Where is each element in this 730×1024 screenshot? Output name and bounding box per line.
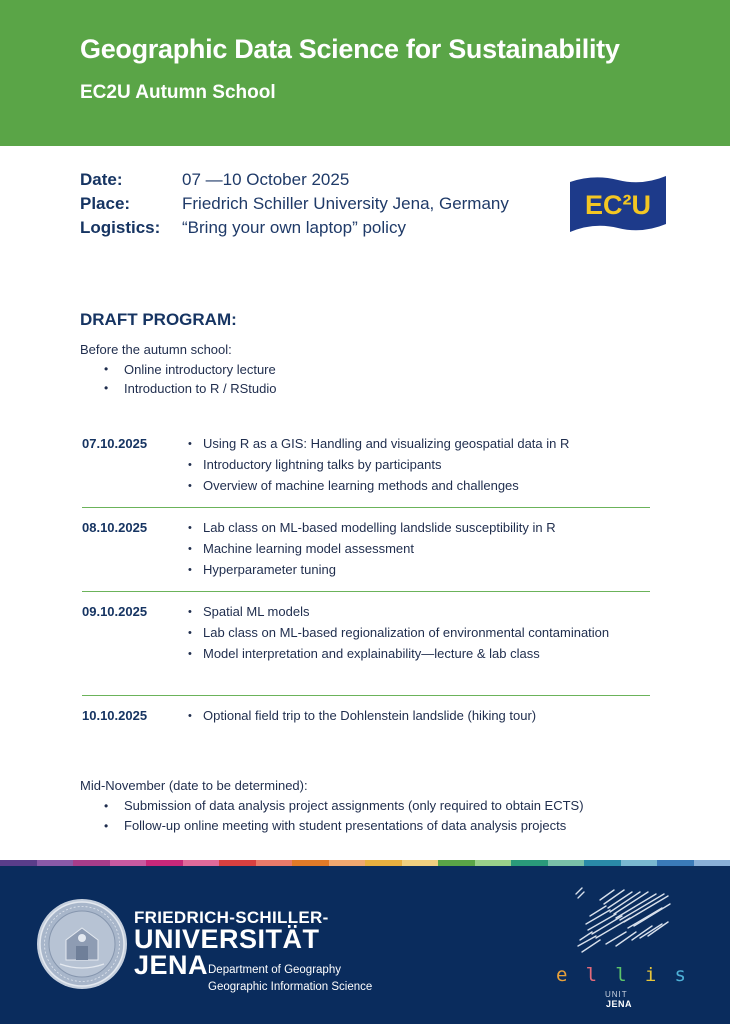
department-subname: Geographic Information Science <box>208 981 373 993</box>
page-subtitle: EC2U Autumn School <box>80 82 276 103</box>
list-item: • Online introductory lecture <box>104 360 276 379</box>
after-school-intro: Mid-November (date to be determined): <box>80 778 308 793</box>
day-items <box>188 708 536 729</box>
info-row-logistics <box>80 216 509 240</box>
list-item: • Lab class on ML-based modelling landslide susceptibility in R <box>188 520 556 541</box>
ellis-unit-label: UNIT <box>605 990 628 999</box>
list-item: • Submission of data analysis project assignments (only required to obtain ECTS) <box>104 796 584 816</box>
header-banner <box>0 0 730 146</box>
event-info <box>80 168 509 240</box>
info-value: 07 —10 October 2025 <box>182 170 350 189</box>
day-date: 07.10.2025 <box>82 436 148 451</box>
university-name-line2: UNIVERSITÄT <box>134 924 320 954</box>
info-label: Logistics: <box>80 218 161 237</box>
divider <box>82 507 650 508</box>
list-item: • Model interpretation and explainability—lecture & lab class <box>188 646 609 667</box>
list-item: • Introduction to R / RStudio <box>104 379 276 398</box>
ellis-jena-label: JENA <box>606 999 633 1009</box>
divider <box>82 591 650 592</box>
europe-map-icon <box>570 886 674 956</box>
ec2u-logo <box>568 172 668 234</box>
ec2u-logo-text: EC²U <box>585 190 651 220</box>
list-item: • Lab class on ML-based regionalization of environmental contamination <box>188 625 609 646</box>
after-school-list <box>104 796 584 836</box>
day-date: 08.10.2025 <box>82 520 148 535</box>
info-row-date <box>80 168 509 192</box>
university-name-line1: FRIEDRICH-SCHILLER- <box>134 908 329 927</box>
university-seal-icon <box>36 898 128 990</box>
ellis-logo <box>556 964 686 986</box>
before-school-intro: Before the autumn school: <box>80 342 232 357</box>
program-heading: DRAFT PROGRAM: <box>80 310 237 329</box>
ellis-letter: l <box>615 964 627 986</box>
list-item: • Follow-up online meeting with student presentations of data analysis projects <box>104 816 584 836</box>
list-item: • Machine learning model assessment <box>188 541 556 562</box>
before-school-list <box>104 360 276 398</box>
info-value: “Bring your own laptop” policy <box>182 218 406 237</box>
info-value: Friedrich Schiller University Jena, Germany <box>182 194 509 213</box>
list-item: • Introductory lightning talks by participants <box>188 457 569 478</box>
list-item: • Using R as a GIS: Handling and visualizing geospatial data in R <box>188 436 569 457</box>
divider <box>82 695 650 696</box>
list-item: • Hyperparameter tuning <box>188 562 556 583</box>
ellis-letter: s <box>674 964 686 986</box>
day-items <box>188 436 569 499</box>
ellis-letter: l <box>585 964 598 986</box>
list-item: • Spatial ML models <box>188 604 609 625</box>
list-item: • Optional field trip to the Dohlenstein landslide (hiking tour) <box>188 708 536 729</box>
day-items <box>188 520 556 583</box>
page-title: Geographic Data Science for Sustainability <box>80 34 620 64</box>
day-date: 09.10.2025 <box>82 604 148 619</box>
info-row-place <box>80 192 509 216</box>
day-items <box>188 604 609 667</box>
day-date: 10.10.2025 <box>82 708 148 723</box>
ellis-letter: e <box>556 964 568 986</box>
university-name-line3: JENA <box>134 950 209 980</box>
info-label: Place: <box>80 194 131 213</box>
ellis-letter: i <box>644 964 657 986</box>
list-item: • Overview of machine learning methods and challenges <box>188 478 569 499</box>
department-name: Department of Geography <box>208 964 341 976</box>
info-label: Date: <box>80 170 123 189</box>
